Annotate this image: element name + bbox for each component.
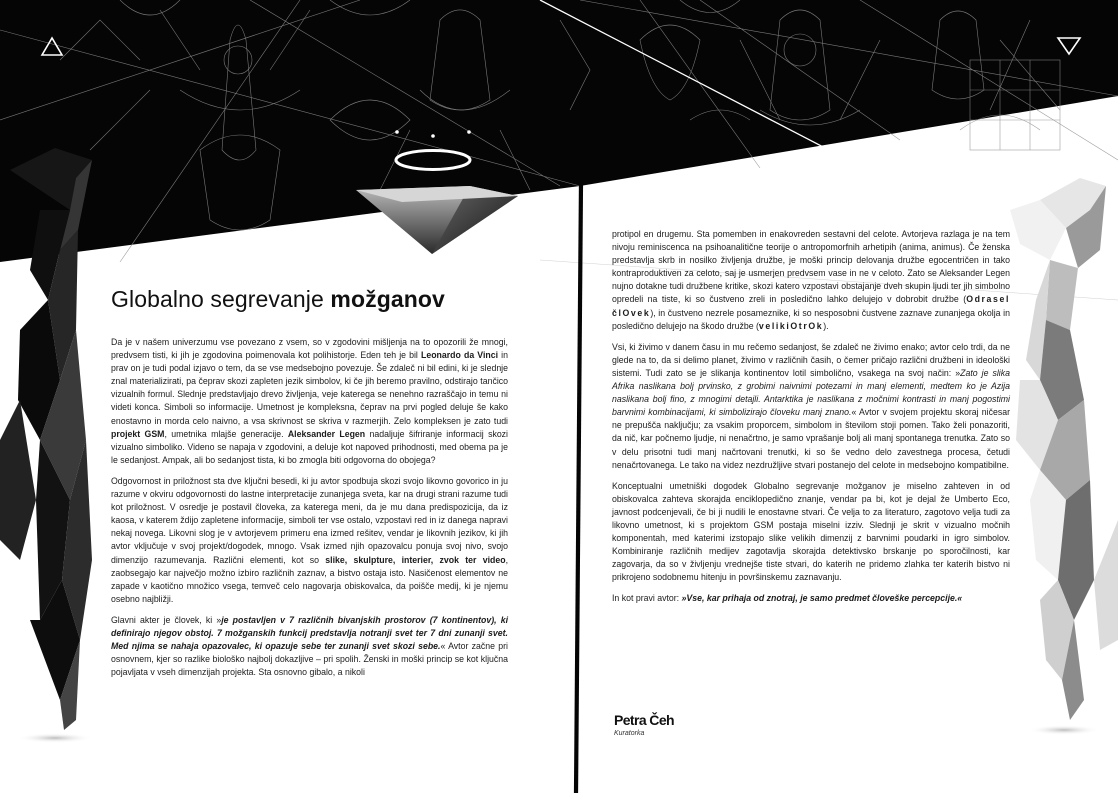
bold-run: slike, skulpture, interier, zvok ter video bbox=[325, 554, 506, 565]
title-regular: Globalno segrevanje bbox=[111, 286, 324, 312]
text-run: In kot pravi avtor: bbox=[612, 593, 682, 604]
right-figure-shadow bbox=[1028, 725, 1100, 735]
text-run: Konceptualni umetniški dogodek Globalno segrevanje možganov je miselno zahteven in od obiskovalca zahteva skorajda enciklopedično znanje, vendar pa bi, kot je dejal že Umberto Eco, javnost podcenjevali, če bi ji nudili le enostavne stvari. Če velja to za literaturo, zagotovo velja tudi za likovno umetnost, ki s projektom GSM postaja miselni izziv. Slednji je skrit v vizualno močnih komponentah, med katerimi izstopajo slike velikih dimenzij z barvnimi poudarki in igro simbolov. Kombiniranje različnih medijev zagotavlja skorajda detektivsko brskanje po sporočilnosti, kar zagovarja, da so v življenju vrednejše tiste stvari, do katerih ne pridemo zlahka ter katerih bistvo ni prikrojeno sodobnemu hitenju in površinskemu zaznavanju. bbox=[612, 480, 1010, 583]
article-title bbox=[111, 286, 445, 313]
left-paragraph-1 bbox=[111, 336, 508, 467]
left-paragraph-2 bbox=[111, 475, 508, 606]
title-bold: možganov bbox=[330, 286, 445, 312]
right-paragraph-4 bbox=[612, 592, 1010, 605]
text-run: , zaobsegajo kar največjo možno izbiro različnih zaznav, a bistvo ostaja isto. Nasičenost elementov ne zapade v kaotično množico vsega, temveč celo nagovarja obiskovalca, da poišče medij, ki je njemu osebno najbližji. bbox=[111, 554, 509, 604]
right-text-column bbox=[612, 228, 1010, 614]
inverted-pyramid-icon bbox=[356, 186, 518, 254]
bold-italic-run: je postavljen v 7 različnih bivanjskih prostorov (7 kontinentov), ki definirajo njegov obstoj. 7 možganskih funkcij predstavlja notranji svet ter 7 dni zunanji svet. Med njima se nahaja opazovalec, ki opazuje sebe ter zunanji svet skozi sebe. bbox=[111, 614, 508, 652]
bold-run: projekt GSM bbox=[111, 428, 165, 439]
author-role: Kuratorka bbox=[614, 730, 645, 737]
dark-background-band bbox=[0, 0, 1118, 262]
text-run: « Avtor v svojem projektu skoraj ničesar ne prepušča naključju; za vsakim proporcem, simbolom in številom stoji pomen. Tako želi ponazoriti, da nič, kar počnemo ljudje, ni nenačrtno, je samo vprašanje bolj ali manj spontanega trenutka. Zato so v delu prisotni tudi manj načrtovani trenutki, ki so še vedno delo zavestnega procesa, četudi nenačrtovanega. Le tako na videz nezdružljive stvari postanejo del celote in medsebojno kompatibilne. bbox=[612, 407, 1010, 470]
left-text-column bbox=[111, 336, 508, 687]
text-run: Glavni akter je človek, ki » bbox=[111, 614, 222, 625]
right-paragraph-2 bbox=[612, 341, 1010, 472]
left-figure-shadow bbox=[17, 733, 93, 743]
italic-run: Zato je slika Afrika naslikana bolj prvinsko, z grobimi naivnimi potezami in manj elementi, medtem ko je Azija naslikana bolj fino, z mnogimi detajli. Antarktika je naslikana z močnimi kontrasti in manj pogostimi barvnimi kombinacijami, ki simbolizirajo človeku manj znano. bbox=[612, 367, 1010, 418]
text-run: ). bbox=[823, 320, 829, 331]
right-light-figure bbox=[1010, 178, 1118, 720]
bold-run: Leonardo da Vinci bbox=[421, 350, 499, 361]
text-run: « Avtor začne pri osnovnem, kjer so razlike biološko najbolj dokazljive – pri spolih. Ženski in moški princip se kot ključna pojavljata v vseh dimenzijah projekta. Sta osnovno gibalo, a nikoli bbox=[111, 641, 508, 678]
text-run: Odgovornost in priložnost sta dve ključni besedi, ki ju avtor spodbuja skozi svojo likovno govorico in ju razume v okviru odgovornosti do lastne interpretacije zunanjega sveta, kar na drugi strani razume tudi kot priložnost. V osredje je postavil človeka, za katerega meni, da je mu dana predispozicija, da iz kaosa, v katerem ždijo zapletene informacije, simboli ter vse ostalo, vzpostavi red in iz danega napravi nekaj novega. Likovni slog je v avtorjevem primeru ena izmed rešitev, vendar je likovnih jezikov, ki jih avtor vključuje v svoj projekt/dogodek, mnogo. Vsak izmed njih opazovalcu ponuja svoj nivo, svojo dimenzijo razumevanja. Različni elementi, kot so bbox=[111, 475, 508, 565]
text-run: nadaljuje šifriranje informacij skozi vizualno simboliko. Videno se napaja v zgodovini, a deluje kot napoved prihodnosti, med obema pa je le sedanjost. Ampak, ali bo sedanjost tista, ki bo zmogla biti odgovorna do obojega? bbox=[111, 428, 508, 465]
text-run: ), in čustveno nezrele posameznike, ki so nesposobni čustvene zaznave zunanjega okolja in posledično delujejo na škodo družbe ( bbox=[612, 307, 1010, 331]
right-paragraph-1 bbox=[612, 228, 1010, 333]
text-run: protipol en drugemu. Sta pomemben in enakovreden sestavni del celote. Avtorjeva razlaga je na tem nivoju reminiscenca na psihoanalitične teorije o antropomorfnih arhetipih (anima, animus). Če ženska predstavlja skrb in nosilko življenja družbe, je moški princip delovanja družbe egocentričen in tako kontraproduktiven za celoto, saj je usmerjen predvsem vase in ne v celoto. Zato se Aleksander Legen nujno dotakne tudi družbene kritike, skozi katero vzpostavi obstajanje dveh skupin ljudi ter jih simbolno opredeli na tiste, ki so čustveno zreli in posledično lahko delujejo v dobrobit družbe ( bbox=[612, 229, 1010, 305]
text-run: Vsi, ki živimo v danem času in mu rečemo sedanjost, še zdaleč ne živimo enako; avtor celo trdi, da ne glede na to, da si delimo planet, živimo v različnih časih, o čemer pričajo različni družbeni in ideološki sistemi. Tudi zato se je slikanja kontinentov lotil simbolično, vsakega na svoj način: » bbox=[612, 341, 1010, 378]
author-name: Petra Čeh bbox=[614, 712, 674, 728]
left-paragraph-3 bbox=[111, 614, 508, 679]
bold-italic-run: »Vse, kar prihaja od znotraj, je samo predmet človeške percepcije.« bbox=[681, 593, 963, 604]
spaced-bold-run: velikiOtrOk bbox=[758, 320, 824, 331]
text-run: Da je v našem univerzumu vse povezano z vsem, so v zgodovini mišljenja na to opozorili že mnogi, predvsem tisti, ki jih je zgodovina poimenovala kot polihistorje. Eden teh je bil bbox=[111, 337, 508, 361]
text-run: in prav on je tudi podal izjavo o tem, da se vse medsebojno povezuje. Še zdaleč ni bil edini, ki je slednje znal materializirati, pa čeprav skozi zapleten jezik simbolov, ki če jih beremo pravilno, odstirajo tančico vizualnih formul. Slednje predstavljajo drevo življenja, veje katerega se nenehno razraščajo in temu ni videti konca. Simboli so informacije. Umetnost je kompleksna, čeprav na prvi pogled deluje še kako enostavno in morda celo naivno, a vsa skrivnost se skriva v razmerjih. Zelo kompleksen je zato tudi bbox=[111, 350, 508, 426]
text-run: , umetnika mlajše generacije. bbox=[164, 428, 288, 439]
author-signature bbox=[614, 712, 674, 737]
spaced-bold-run: Odrasel člOvek bbox=[612, 294, 1010, 318]
spine-line bbox=[576, 182, 581, 793]
right-paragraph-3 bbox=[612, 480, 1010, 585]
bold-run: Aleksander Legen bbox=[287, 428, 366, 439]
